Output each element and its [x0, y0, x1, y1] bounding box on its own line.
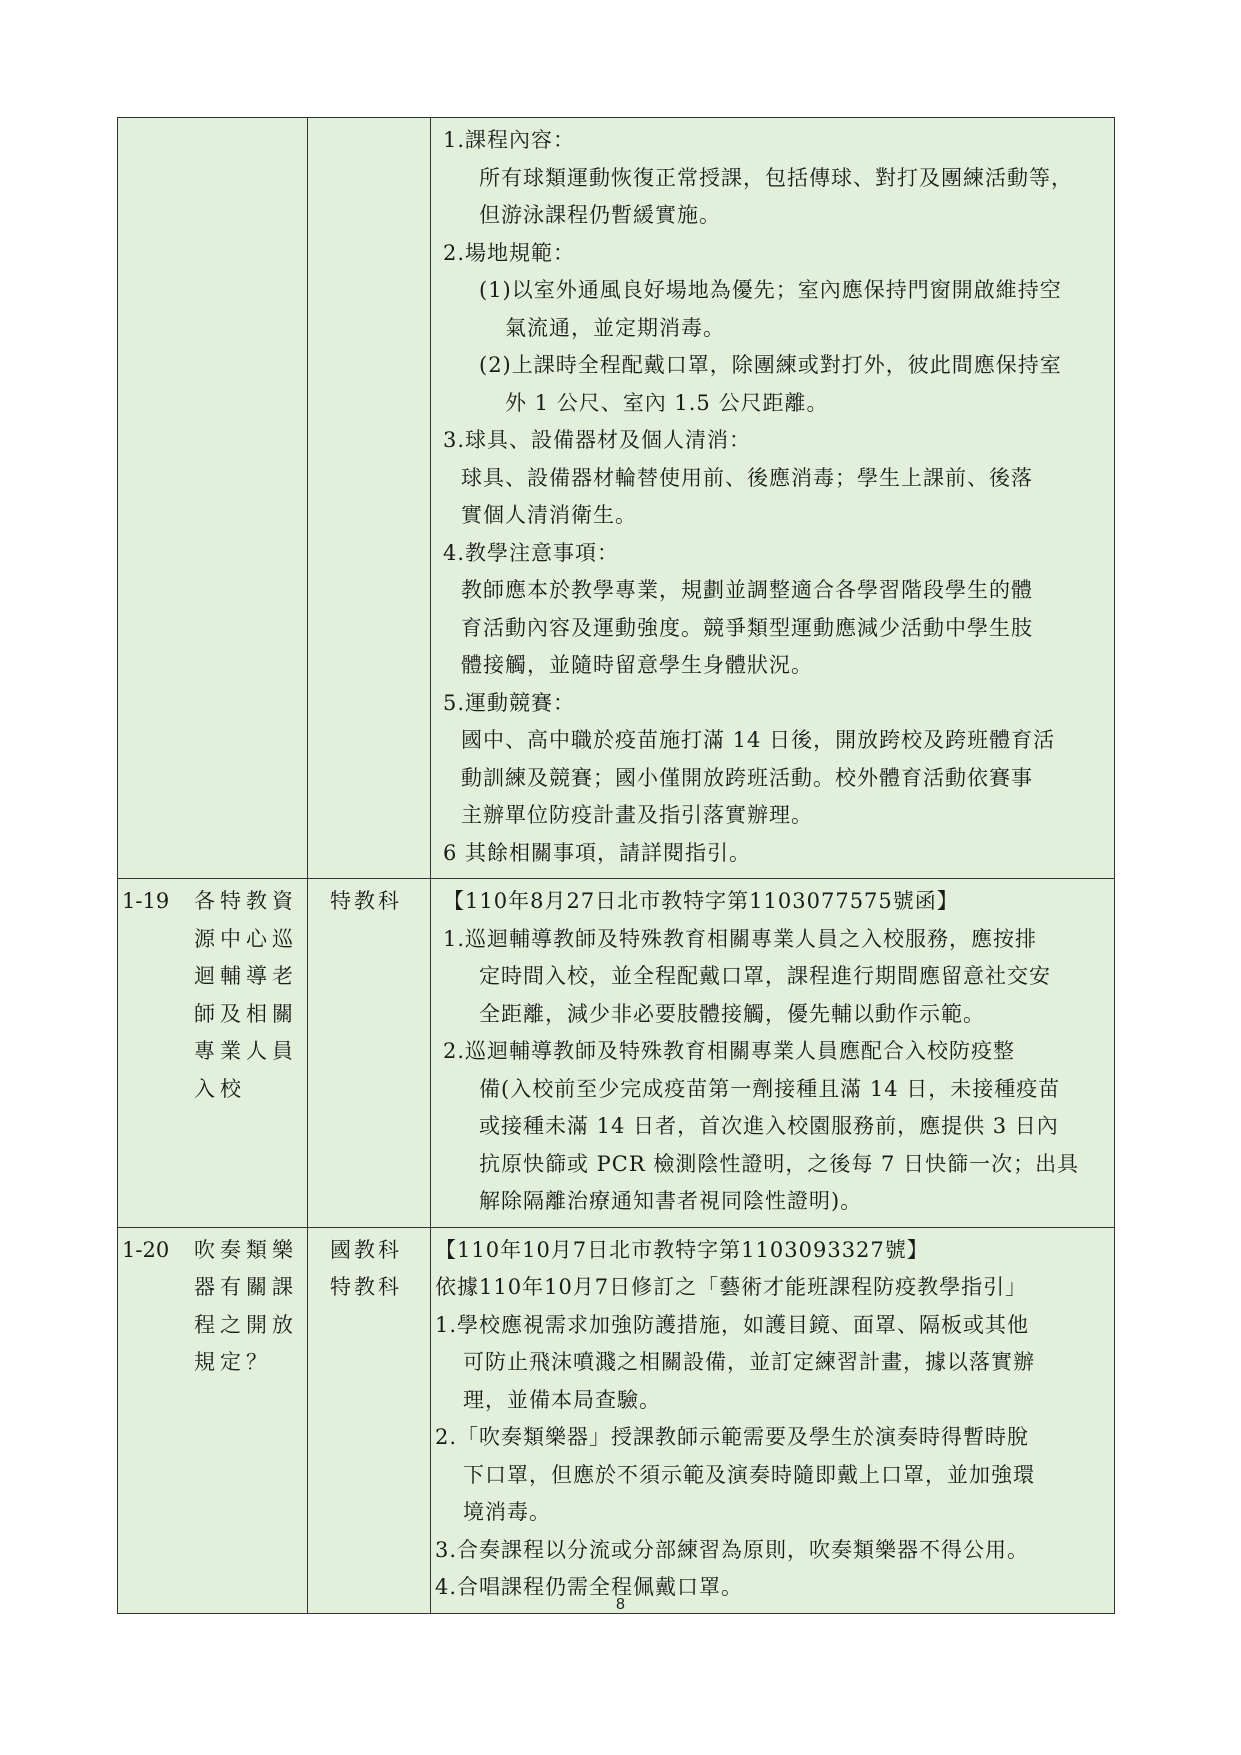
content-line: 依據110年10月7日修訂之「藝術才能班課程防疫教學指引」	[435, 1275, 1028, 1299]
content-line: 6 其餘相關事項，請詳閱指引。	[443, 840, 752, 865]
content-line: 體接觸，並隨時留意學生身體狀況。	[461, 653, 813, 677]
content-line: 或接種未滿 14 日者，首次進入校園服務前，應提供 3 日內	[479, 1114, 1059, 1138]
qa-table	[117, 117, 1115, 1614]
content-line: 國中、高中職於疫苗施打滿 14 日後，開放跨校及跨班體育活	[461, 728, 1056, 752]
table-row	[118, 118, 1115, 879]
item-title-line: 師及相關	[194, 1001, 298, 1026]
content-line: 育活動內容及運動強度。競爭類型運動應減少活動中學生肢	[461, 615, 1033, 640]
content-line: 3.合奏課程以分流或分部練習為原則，吹奏類樂器不得公用。	[435, 1537, 1030, 1562]
dept-label: 特教科	[330, 889, 402, 913]
dept-cell	[308, 118, 431, 879]
content-line: 1.巡迴輔導教師及特殊教育相關專業人員之入校服務，應按排	[443, 926, 1038, 951]
content-line: 2.「吹奏類樂器」授課教師示範需要及學生於演奏時得暫時脫	[435, 1425, 1030, 1449]
item-title-line: 入校	[194, 1076, 246, 1101]
item-title-line: 迴輔導老	[194, 964, 298, 988]
content-line: 【110年10月7日北市教特字第1103093327號】	[435, 1237, 929, 1262]
item-cell	[118, 879, 308, 1228]
item-title-line: 專業人員	[194, 1039, 298, 1063]
content-line: 1.學校應視需求加強防護措施，如護目鏡、面罩、隔板或其他	[435, 1312, 1030, 1337]
content-line: 5.運動競賽：	[443, 690, 576, 715]
content-line: 氣流通，並定期消毒。	[505, 315, 725, 340]
page-number: 8	[616, 1596, 625, 1613]
content-line: 但游泳課程仍暫緩實施。	[479, 203, 721, 227]
content-line: 4.教學注意事項：	[443, 540, 620, 565]
content-line: 2.場地規範：	[443, 240, 576, 265]
content-line: 【110年8月27日北市教特字第1103077575號函】	[443, 889, 959, 913]
content-line: 教師應本於教學專業，規劃並調整適合各學習階段學生的體	[461, 578, 1033, 602]
content-line: 定時間入校，並全程配戴口罩，課程進行期間應留意社交安	[479, 964, 1051, 988]
content-cell	[431, 118, 1115, 879]
item-title-line: 程之開放	[194, 1312, 298, 1337]
content-cell	[431, 1227, 1115, 1613]
content-line: 解除隔離治療通知書者視同陰性證明)。	[479, 1189, 863, 1213]
item-title-line: 規定？	[194, 1350, 272, 1374]
content-line: 境消毒。	[463, 1500, 551, 1524]
item-title	[194, 1232, 298, 1382]
content-line: (2)上課時全程配戴口罩，除團練或對打外，彼此間應保持室	[479, 353, 1062, 377]
item-title-line: 器有關課	[194, 1275, 298, 1299]
content-line: 抗原快篩或 PCR 檢測陰性證明，之後每 7 日快篩一次；出具	[479, 1151, 1080, 1176]
content-line: 3.球具、設備器材及個人清消：	[443, 428, 752, 452]
content-cell	[431, 879, 1115, 1228]
item-number: 1-19	[122, 889, 170, 913]
dept-cell	[308, 879, 431, 1228]
item-title-line: 源中心巡	[194, 926, 298, 951]
dept-cell	[308, 1227, 431, 1613]
dept-label: 國教科	[330, 1237, 402, 1262]
content-line: 全距離，減少非必要肢體接觸，優先輔以動作示範。	[479, 1001, 985, 1026]
content-line: (1)以室外通風良好場地為優先；室內應保持門窗開啟維持空	[479, 278, 1062, 302]
content-line: 理，並備本局查驗。	[463, 1387, 661, 1412]
content-line: 備(入校前至少完成疫苗第一劑接種且滿 14 日，未接種疫苗	[479, 1076, 1061, 1101]
dept-label: 特教科	[330, 1275, 402, 1299]
content-line: 外 1 公尺、室內 1.5 公尺距離。	[505, 390, 829, 415]
content-line: 實個人清消衛生。	[461, 503, 637, 527]
content-line: 下口罩，但應於不須示範及演奏時隨即戴上口罩，並加強環	[463, 1462, 1035, 1487]
item-title	[194, 883, 298, 1108]
content-line: 動訓練及競賽；國小僅開放跨班活動。校外體育活動依賽事	[461, 765, 1033, 790]
item-cell	[118, 118, 308, 879]
table-row	[118, 1227, 1115, 1613]
table-row	[118, 879, 1115, 1228]
item-title-line: 各特教資	[194, 889, 298, 913]
content-line: 主辦單位防疫計畫及指引落實辦理。	[461, 803, 813, 827]
item-title-line: 吹奏類樂	[194, 1237, 298, 1262]
content-line: 球具、設備器材輪替使用前、後應消毒；學生上課前、後落	[461, 465, 1033, 490]
item-cell	[118, 1227, 308, 1613]
content-line: 2.巡迴輔導教師及特殊教育相關專業人員應配合入校防疫整	[443, 1039, 1016, 1063]
content-line: 1.課程內容：	[443, 128, 576, 152]
content-line: 4.合唱課程仍需全程佩戴口罩。	[435, 1575, 744, 1599]
item-number: 1-20	[122, 1237, 170, 1262]
content-line: 所有球類運動恢復正常授課，包括傳球、對打及團練活動等，	[479, 165, 1073, 190]
content-line: 可防止飛沫噴濺之相關設備，並訂定練習計畫，據以落實辦	[463, 1350, 1035, 1374]
